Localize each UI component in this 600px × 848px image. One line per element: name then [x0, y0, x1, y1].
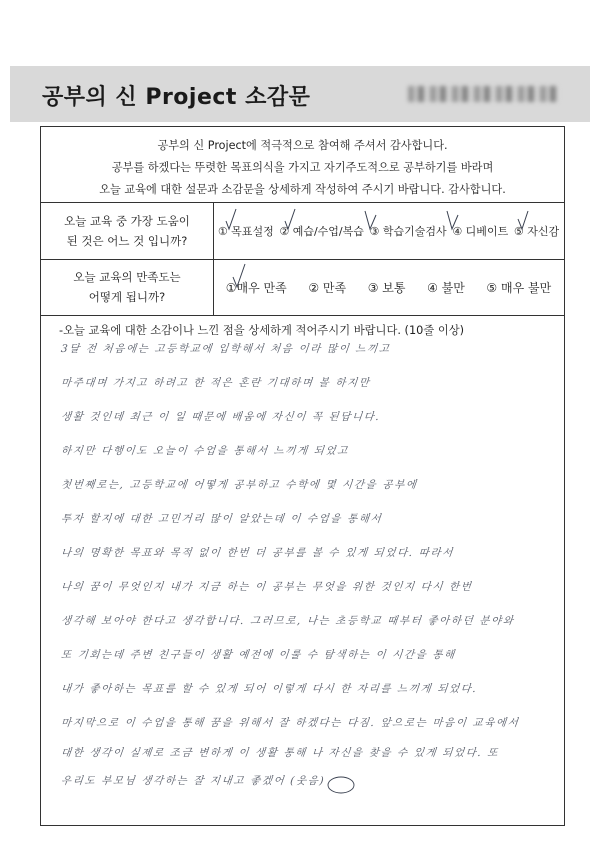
q1-option-2-label: ② 예습/수업/복습	[279, 225, 364, 238]
q1-option-3[interactable]	[370, 223, 447, 239]
question-1-line: 된 것은 어느 것 입니까?	[66, 234, 188, 248]
essay-line: 대한 생각이 실제로 조금 변하게 이 생활 통해 나 자신을 찾을 수 있게 되었다. 또	[60, 747, 500, 759]
header-band	[10, 66, 590, 122]
question-1	[41, 203, 214, 259]
essay-line: 나의 명확한 목표와 목적 없이 한번 더 공부를 볼 수 있게 되었다. 따라서	[60, 547, 455, 559]
question-1-line: 오늘 교육 중 가장 도움이	[64, 214, 190, 228]
intro-text	[41, 127, 564, 203]
question-row-1	[41, 203, 564, 260]
essay-line: 투자 할지에 대한 고민거리 많이 알았는데 이 수업을 통해서	[60, 513, 383, 525]
q1-option-5-label: ⑤ 자신감	[513, 225, 560, 238]
check-mark-icon	[283, 207, 295, 229]
check-mark-icon	[224, 207, 236, 229]
survey-sheet	[40, 126, 565, 826]
question-2-line: 어떻게 됩니까?	[88, 290, 166, 304]
q1-option-2[interactable]	[279, 223, 364, 239]
essay-line: 내가 좋아하는 목표를 할 수 있게 되어 이렇게 다시 한 자리를 느끼게 되었다.	[60, 683, 479, 695]
q2-option-5[interactable]	[486, 279, 551, 296]
check-mark-icon	[364, 207, 376, 229]
smiley-doodle-icon	[41, 339, 566, 827]
essay-prompt: -오늘 교육에 대한 소감이나 느낀 점을 상세하게 적어주시기 바랍니다. (10줄 이상)	[59, 324, 465, 337]
essay-line: 하지만 다행이도 오늘이 수업을 통해서 느끼게 되었고	[60, 445, 350, 457]
essay-line: 마주대며 가지고 하려고 한 적은 혼란 기대하며 볼 하지만	[60, 377, 372, 389]
essay-line: 또 기회는데 주변 친구들이 생활 예전에 이룰 수 탐색하는 이 시간을 통해	[60, 649, 457, 661]
check-mark-icon	[232, 263, 244, 285]
essay-line: 생활 것인데 최근 이 일 때문에 배움에 자신이 꼭 된답니다.	[60, 411, 382, 423]
check-mark-icon	[516, 207, 528, 229]
q1-option-4-label: ④ 디베이트	[452, 225, 509, 238]
q2-option-5-label: ⑤ 매우 불만	[486, 280, 552, 295]
q1-option-1-label: ① 목표설정	[217, 225, 274, 238]
intro-line: 오늘 교육에 대한 설문과 소감문을 상세하게 작성하여 주시기 바랍니다. 감사합니다.	[99, 183, 506, 196]
essay-line: 마지막으로 이 수업을 통해 꿈을 위해서 잘 하겠다는 다짐. 앞으로는 마음이 교육에서	[60, 717, 521, 729]
question-2-line: 오늘 교육의 만족도는	[73, 270, 181, 284]
question-row-2	[41, 259, 564, 316]
q2-option-4[interactable]	[427, 279, 465, 296]
q2-option-2[interactable]	[308, 279, 346, 296]
handwritten-essay[interactable]	[41, 339, 564, 827]
q2-option-4-label: ④ 불만	[427, 280, 465, 295]
redacted-name	[408, 86, 558, 102]
essay-line: 생각해 보아야 한다고 생각합니다. 그러므로, 나는 초등학교 때부터 좋아하던 분야와	[60, 615, 516, 627]
intro-line: 공부의 신 Project에 적극적으로 참여해 주셔서 감사합니다.	[157, 139, 448, 152]
essay-line: 3달 전 처음에는 고등학교에 입학해서 처음 이라 많이 느끼고	[60, 343, 392, 355]
q1-option-3-label: ③ 학습기술검사	[369, 225, 447, 238]
q1-option-5[interactable]	[514, 223, 559, 239]
question-2	[41, 259, 214, 315]
q2-option-1-label: ①매우 만족	[225, 280, 287, 295]
q2-options	[213, 259, 564, 315]
essay-line: 나의 꿈이 무엇인지 내가 지금 하는 이 공부는 무엇을 위한 것인지 다시 한번	[60, 581, 474, 593]
essay-line: 우리도 부모님 생각하는 잘 지내고 좋겠어 (웃음)	[60, 775, 326, 787]
q1-option-4[interactable]	[452, 223, 508, 239]
q2-option-3[interactable]	[368, 279, 406, 296]
q2-option-2-label: ② 만족	[308, 280, 347, 295]
page-title: 공부의 신 Project 소감문	[42, 85, 311, 110]
intro-line: 공부를 하겠다는 뚜렷한 목표의식을 가지고 자기주도적으로 공부하기를 바라며	[111, 161, 494, 174]
q2-option-3-label: ③ 보통	[367, 280, 406, 295]
essay-line: 첫번째로는, 고등학교에 어떻게 공부하고 수학에 몇 시간을 공부에	[60, 479, 419, 491]
check-mark-icon	[446, 207, 458, 229]
q1-options	[213, 203, 564, 259]
q2-option-1[interactable]	[226, 279, 287, 296]
q1-option-1[interactable]	[218, 223, 274, 239]
